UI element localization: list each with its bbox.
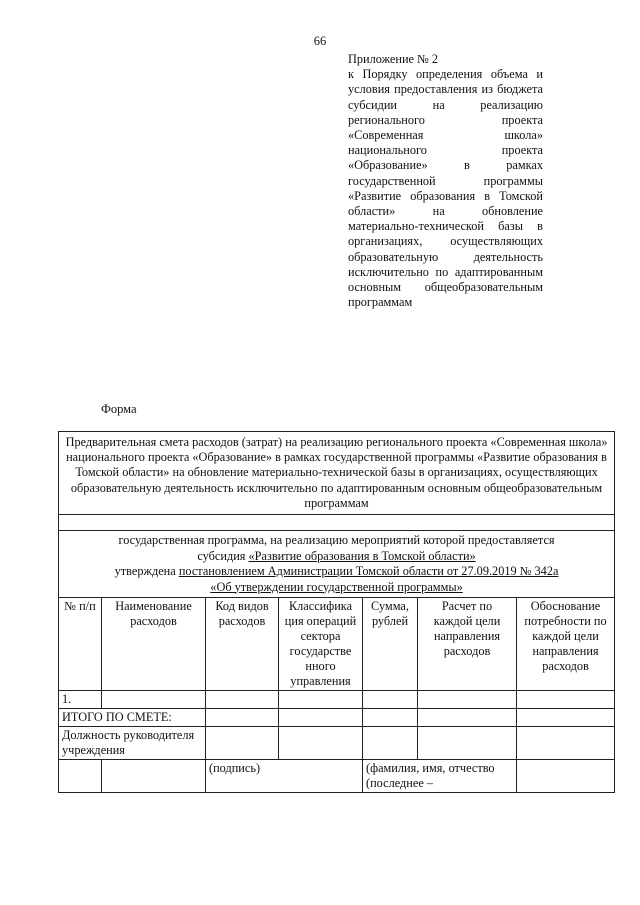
- table-caption: Предварительная смета расходов (затрат) на реализацию регионального проекта «Современная школа» национального проекта «Образование» в рамках государственной программы «Развитие образования в Томской области» на обновление материально-технической базы в организациях, осуществляющих образовательную деятельность исключительно по адаптированным основным общеобразовательным программам: [59, 432, 615, 515]
- program-line-2: [63, 549, 610, 565]
- page-number: 66: [313, 34, 327, 48]
- name-label: (фамилия, имя, отчество (последнее –: [363, 760, 517, 793]
- position-label: Должность руководителя учреждения: [59, 727, 206, 760]
- total-label: ИТОГО ПО СМЕТЕ:: [59, 709, 206, 727]
- form-label: Форма: [101, 402, 137, 416]
- row-number: 1.: [59, 691, 102, 709]
- header-classification: Классифика ция операций сектора государстве нного управления: [279, 598, 363, 691]
- appendix-text: к Порядку определения объема и условия предоставления из бюджета субсидии на реализацию регионального проекта «Современная школа» национального проекта «Образование» в рамках государственной программы «Развитие образования в Томской области» на обновление материально-технической базы в организациях, осуществляющих образовательную деятельность исключительно по адаптированным основным общеобразовательным программам: [348, 67, 543, 310]
- program-line-2-prefix: субсидия: [197, 548, 246, 563]
- header-justification: Обоснование потребности по каждой цели направления расходов: [517, 598, 615, 691]
- table-header-row: [59, 598, 615, 691]
- header-calculation: Расчет по каждой цели направления расходов: [418, 598, 517, 691]
- appendix-block: [348, 52, 543, 310]
- appendix-title: Приложение № 2: [348, 52, 439, 66]
- header-amount: Сумма, рублей: [363, 598, 418, 691]
- estimate-table: [58, 431, 615, 793]
- program-line-4: «Об утверждении государственной программы»: [210, 579, 463, 594]
- header-expense-code: Код видов расходов: [206, 598, 279, 691]
- resolution-link: постановлением Администрации Томской области от 27.09.2019 № 342а: [178, 564, 559, 579]
- table-row: [59, 691, 615, 709]
- program-info: [59, 531, 615, 598]
- header-expense-name: Наименование расходов: [102, 598, 206, 691]
- empty-row: [59, 515, 615, 531]
- program-line-3: [63, 564, 610, 580]
- program-line-1: государственная программа, на реализацию мероприятий которой предоставляется: [118, 533, 555, 548]
- program-name-link: «Развитие образования в Томской области»: [248, 548, 476, 563]
- signature-row: [59, 760, 615, 793]
- position-row: [59, 727, 615, 760]
- program-line-3-prefix: утверждена: [114, 564, 176, 579]
- header-number: № п/п: [59, 598, 102, 691]
- total-row: [59, 709, 615, 727]
- signature-label: (подпись): [206, 760, 363, 793]
